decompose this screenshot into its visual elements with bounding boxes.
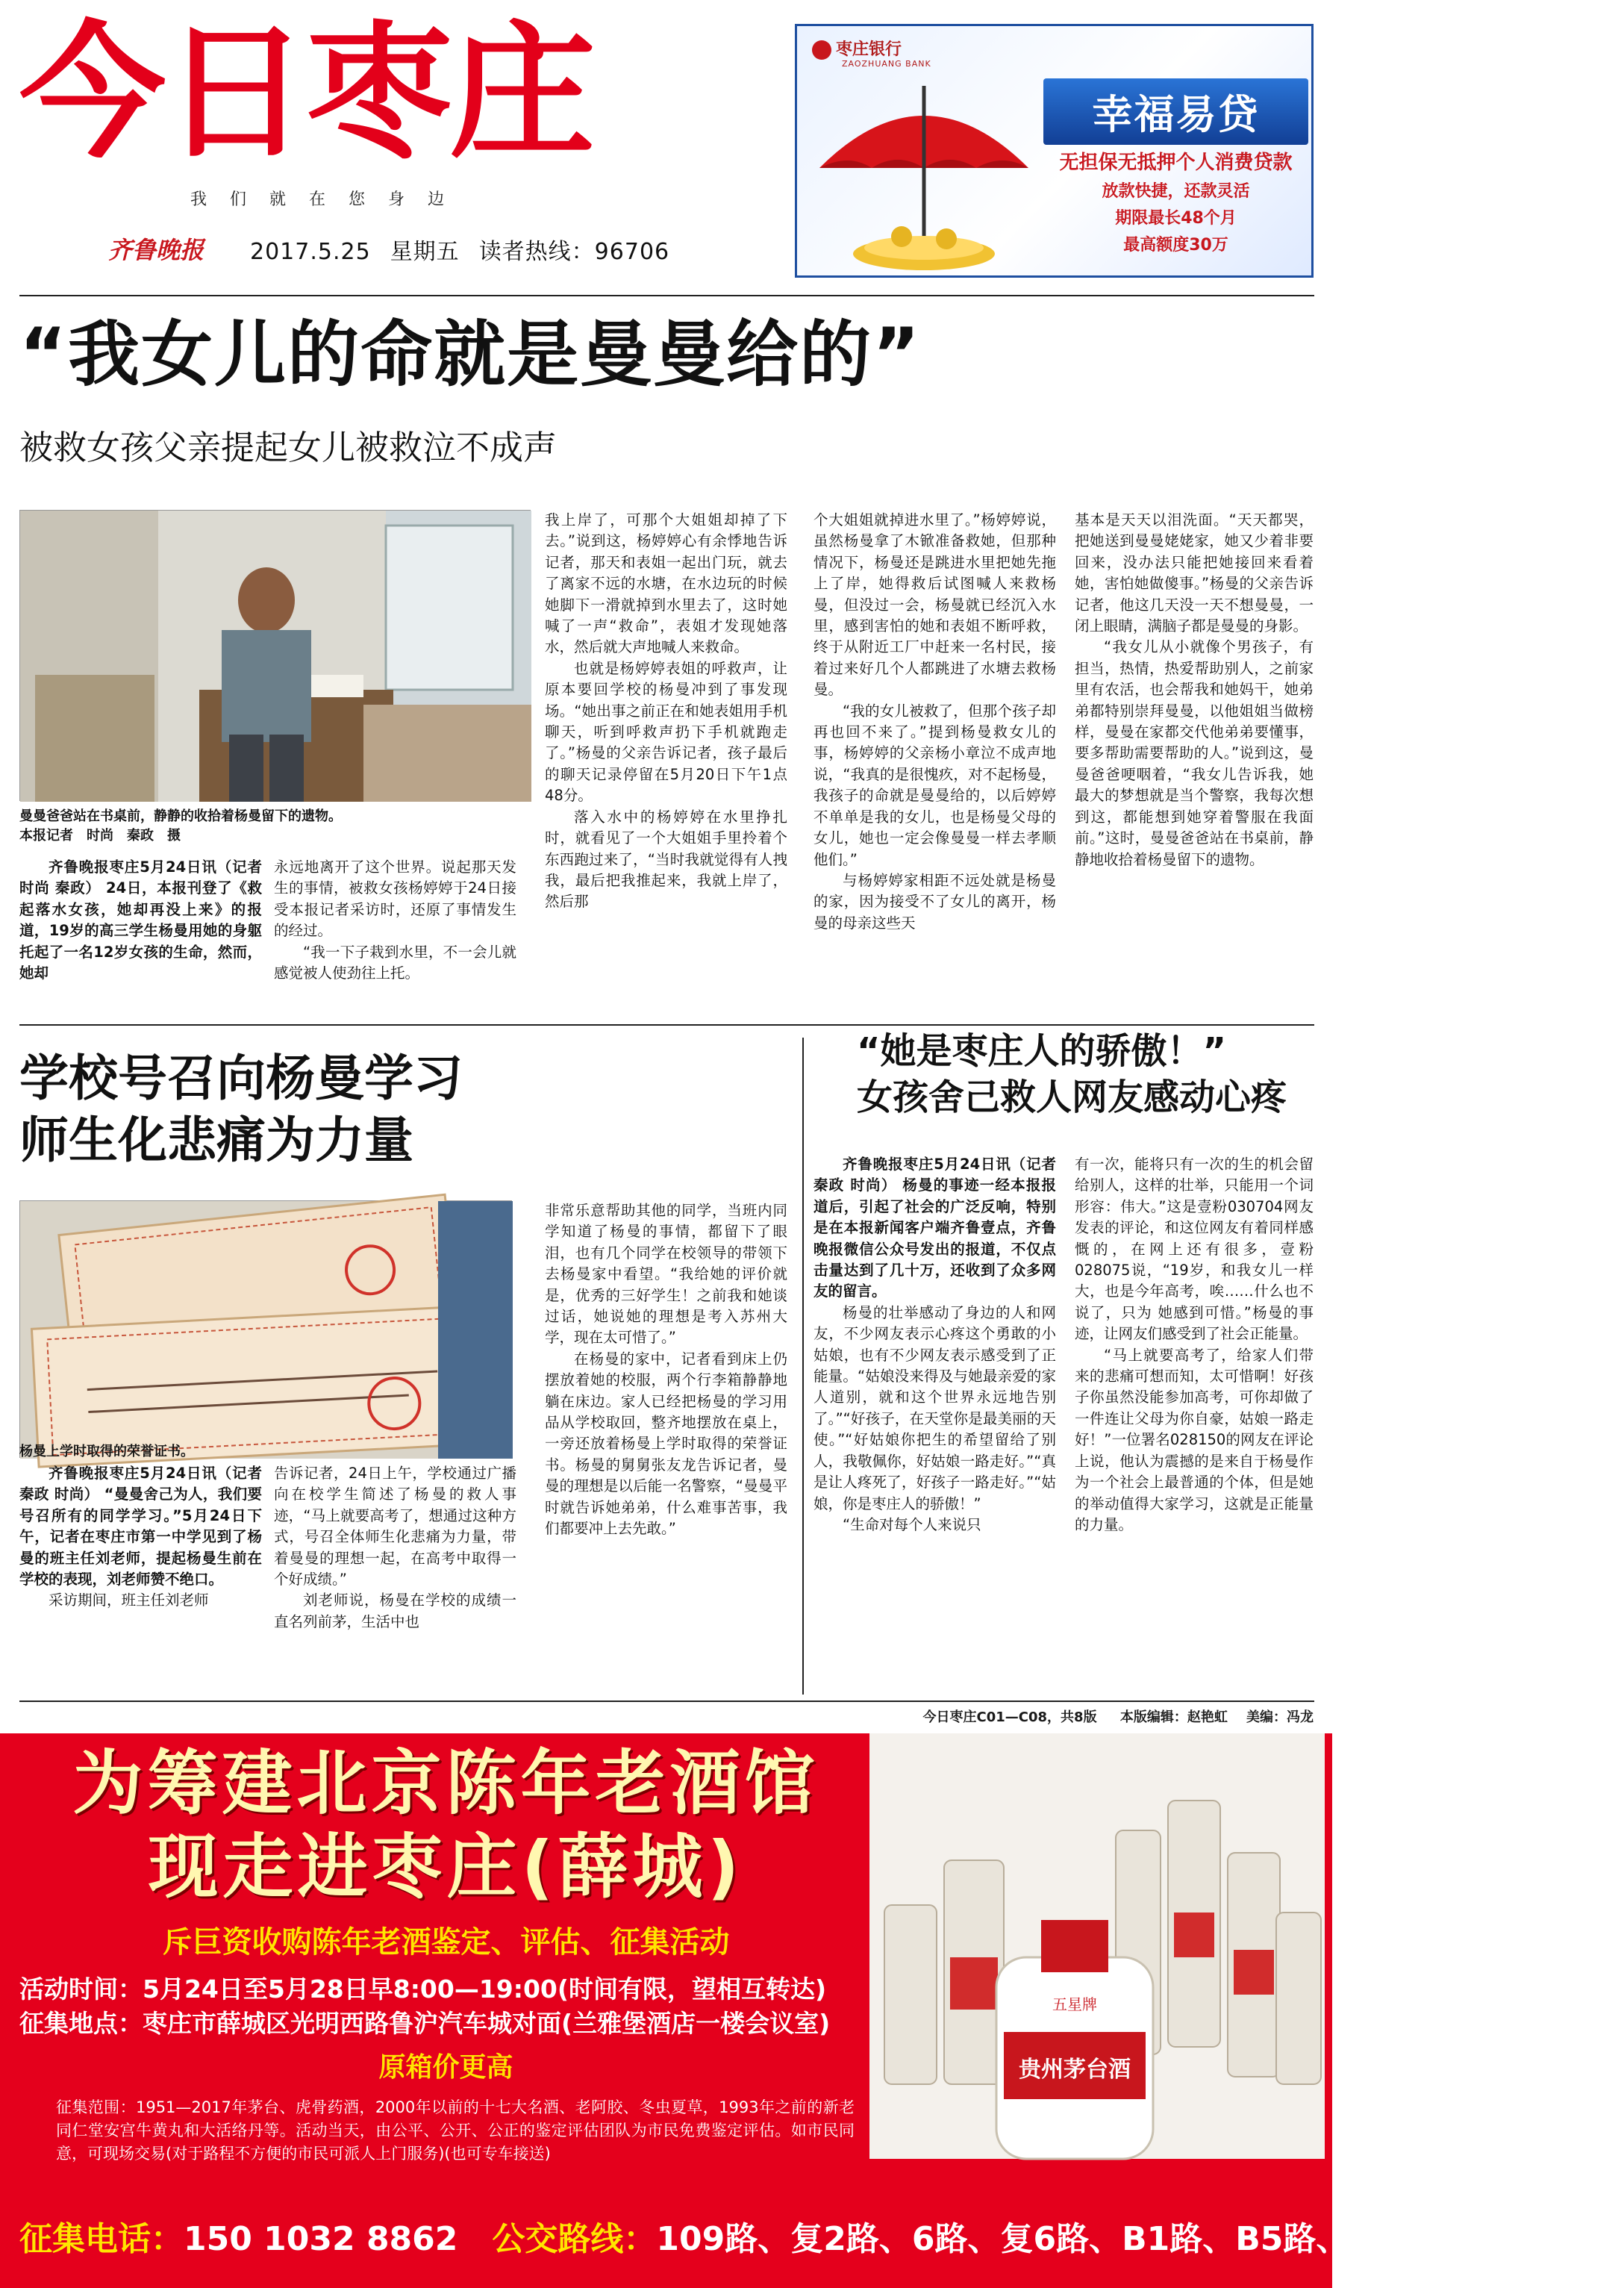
liquor-ad-range: 征集范围：1951—2017年茅台、虎骨药酒，2000年以前的十七大名酒、老阿胶、冬虫夏草，1993年之前的新老同仁堂安宫牛黄丸和大活络丹等。活动当天，由公平、公开、公正的鉴定评估团队为市民免费鉴定评估。如市民同意，可现场交易(对于路程不方便的市民可派人上门服务)(也可专车接送): [56, 2098, 855, 2163]
bank-logo-sub: ZAOZHUANG BANK: [842, 59, 931, 69]
reader-hotline: 读者热线：96706: [478, 239, 670, 265]
column-divider: [802, 1038, 804, 1695]
bank-ad-line1: 无担保无抵押个人消费贷款: [1059, 152, 1293, 174]
bottle-label: 贵州茅台酒: [1019, 2057, 1131, 2083]
page-designer: 美编：冯龙: [1246, 1709, 1314, 1725]
article1-col4: 个大姐姐就掉进水里了。”杨婷婷说，虽然杨曼拿了木锨准备救她，但那种情况下，杨曼还是跳进水里把她先拖上了岸，她得救后试图喊人来救杨曼，但没过一会，杨曼就已经沉入水里，感到害怕的她和表姐不断呼救，终于从附近工厂中赶来一名村民，接着过来好几个人都跳进了水塘去救杨曼。 “我的女儿被救了，但那个孩子却再也回不来了。”提到杨曼救女儿的事，杨婷婷的父亲杨小章泣不成声地说，“我真的是很愧疚，对不起杨曼，我孩子的命就是曼曼给的，以后婷婷不单单是我的女儿，也是杨曼父母的女儿，她也一定会像曼曼一样去孝顺他们。” 与杨婷婷家相距不远处就是杨曼的家，因为接受不了女儿的离开，杨曼的母亲这些天: [813, 511, 1056, 932]
article1-photo-credit: 本报记者 时尚 秦政 摄: [19, 828, 181, 844]
bank-ad-line4: 最高额度30万: [1123, 236, 1228, 255]
footer-divider: [19, 1701, 1314, 1702]
honor-certificate-image: [20, 1201, 513, 1459]
issue-date: 2017.5.25: [250, 239, 371, 265]
issue-weekday: 星期五: [390, 239, 460, 265]
liquor-ad-title1: 为筹建北京陈年老酒馆: [72, 1743, 819, 1824]
article3-col1: 齐鲁晚报枣庄5月24日讯（记者 秦政 时尚） 杨曼的事迹一经本报报道后，引起了社会的广泛反响，特别是在本报新闻客户端齐鲁壹点，齐鲁晚报微信公众号发出的报道，不仅点击量达到了几十万，还收到了众多网友的留言。 杨曼的壮举感动了身边的人和网友，不少网友表示心疼这个勇敢的小姑娘，也有不少网友表示感受到了正能量。“姑娘没来得及与她最亲爱的家人道别，就和这个世界永远地告别了。”“好孩子，在天堂你是最美丽的天使。”“好姑娘你把生的希望留给了别人，我敬佩你，好姑娘一路走好。”“真是让人疼死了，好孩子一路走好。”“姑娘，你是枣庄人的骄傲！” “生命对每个人来说只: [813, 1156, 1056, 1533]
page-editor: 本版编辑：赵艳虹: [1119, 1709, 1228, 1725]
article1-subhead: 被救女孩父亲提起女儿被救泣不成声: [19, 428, 558, 467]
article2-headline-line2: 师生化悲痛为力量: [19, 1112, 413, 1169]
masthead-title: 今日枣庄: [19, 8, 593, 178]
article1-col1: [19, 857, 262, 1006]
bank-ad-title: 幸福易贷: [1043, 78, 1308, 145]
masthead-slogan: 我 们 就 在 您 身 边: [190, 190, 453, 209]
phone-label: 征集电话：: [19, 2220, 184, 2258]
article2-col2: 告诉记者，24日上午，学校通过广播向在校学生简述了杨曼的救人事迹，“马上就要高考了，想通过这种方式，号召全体师生化悲痛为力量，带着曼曼的理想一起，在高考中取得一个好成绩。” 刘老师说，杨曼在学校的成绩一直名列前茅，生活中也: [274, 1465, 516, 1630]
liquor-bottles-image: [869, 1733, 1325, 2159]
bank-logo-icon: [812, 40, 831, 60]
article1-lead: 齐鲁晚报枣庄5月24日讯（记者 时尚 秦政） 24日，本报刊登了《救起落水女孩，她却再没上来》的报道，19岁的高三学生杨曼用她的身躯托起了一名12岁女孩的生命，然而，她却: [19, 858, 262, 982]
bank-logo: 枣庄银行: [812, 37, 902, 60]
man-at-desk-image: [20, 511, 531, 802]
article1-col3: 我上岸了，可那个大姐姐却掉了下去。”说到这，杨婷婷心有余悸地告诉记者，那天和表姐一起出门玩，就去了离家不远的水塘，在水边玩的时候她脚下一滑就掉到水里去了，这时她喊了一声“救命”，表姐才发现她落水，然后就大声地喊人来救命。 也就是杨婷婷表姐的呼救声，让原本要回学校的杨曼冲到了事发现场。“她出事之前正在和她表姐用手机聊天，听到呼救声扔下手机就跑走了。”杨曼的父亲告诉记者，孩子最后的聊天记录停留在5月20日下午1点48分。 落入水中的杨婷婷在水里挣扎时，就看见了一个大姐姐手里拎着个东西跑过来了，“当时我就觉得有人拽我，最后把我推起来，我就上岸了，然后那: [545, 511, 787, 911]
article2-col3: 非常乐意帮助其他的同学，当班内同学知道了杨曼的事情，都留下了眼泪，也有几个同学在校领导的带领下去杨曼家中看望。“我给她的评价就是，优秀的三好学生！之前我和她谈过话，她说她的理想是考入苏州大学，现在太可惜了。” 在杨曼的家中，记者看到床上仍摆放着她的校服，两个行李箱静静地躺在床边。家人已经把杨曼的学习用品从学校取回，整齐地摆放在桌上，一旁还放着杨曼上学时取得的荣誉证书。杨曼的舅舅张友龙告诉记者，曼曼的理想是以后能一名警察，“曼曼平时就告诉她弟弟，什么难事苦事，我们都要冲上去先敢。”: [545, 1202, 787, 1538]
bottle-brand: 五星牌: [1052, 1995, 1097, 2013]
bus-routes: 109路、复2路、6路、复6路、B1路、B5路、T2路鲁沪汽车城下: [656, 2220, 1624, 2258]
masthead: [19, 8, 758, 194]
masthead-brand: 齐鲁晚报: [108, 236, 204, 264]
liquor-bottles-photo: [869, 1733, 1325, 2159]
umbrella-icon: [805, 71, 1043, 280]
article1-photo: [19, 510, 531, 801]
article2-photo: [19, 1200, 512, 1458]
article1-col5: 基本是天天以泪洗面。“天天都哭，把她送到曼曼姥姥家，她又少着非要回来，没办法只能把她接回来看着她，害怕她做傻事。”杨曼的父亲告诉记者，他这几天没一天不想曼曼，一闭上眼睛，满脑子都是曼曼的身影。 “我女儿从小就像个男孩子，有担当，热情，热爱帮助别人，之前家里有农活，也会帮我和她妈干，她弟弟都特别崇拜曼曼，以他姐姐当做榜样，曼曼在家都交代他弟弟要懂事，要多帮助需要帮助的人。”说到这，曼曼爸爸哽咽着，“我女儿告诉我，她最大的梦想就是当个警察，我每次想到这，都能想到她穿着警服在我面前。”这时，曼曼爸爸站在书桌前，静静地收拾着杨曼留下的遗物。: [1075, 511, 1314, 868]
bank-ad[interactable]: [795, 24, 1314, 278]
liquor-ad-subtitle: 斥巨资收购陈年老酒鉴定、评估、征集活动: [162, 1925, 730, 1960]
article1-col2: 永远地离开了这个世界。说起那天发生的事情，被救女孩杨婷婷于24日接受本报记者采访时，还原了事情发生的经过。 “我一下子栽到水里，不一会儿就感觉被人使劲往上托。: [274, 858, 516, 982]
bus-label: 公交路线：: [492, 2220, 657, 2258]
page-footer: [791, 1706, 1314, 1726]
article2-caption: 杨曼上学时取得的荣誉证书。: [19, 1444, 194, 1459]
article2-col1: 齐鲁晚报枣庄5月24日讯（记者 秦政 时尚） “曼曼舍己为人，我们要号召所有的同学学习。”5月24日下午，记者在枣庄市第一中学见到了杨曼的班主任刘老师，提起杨曼生前在学校的表现，刘老师赞不绝口。 采访期间，班主任刘老师: [19, 1465, 262, 1609]
liquor-ad-contact: [19, 2217, 1624, 2262]
liquor-ad-price: 原箱价更高: [378, 2052, 513, 2083]
article1-caption: 曼曼爸爸站在书桌前，静静的收拾着杨曼留下的遗物。: [19, 808, 342, 824]
article2-headline-line1: 学校号召向杨曼学习: [19, 1050, 463, 1107]
liquor-ad-title2: 现走进枣庄(薛城): [148, 1827, 744, 1908]
liquor-ad-place: 征集地点：枣庄市薛城区光明西路鲁沪汽车城对面(兰雅堡酒店一楼会议室): [19, 2009, 831, 2038]
bank-ad-line3: 期限最长48个月: [1115, 209, 1237, 228]
bank-ad-line2: 放款快捷，还款灵活: [1102, 182, 1250, 201]
masthead-divider: [19, 295, 1314, 296]
article1-divider: [19, 1024, 1314, 1026]
article3-col2: 有一次，能将只有一次的生的机会留给别人，这样的壮举，只能用一个词形容：伟大。”这是壹粉030704网友发表的评论，和这位网友有着同样感慨的，在网上还有很多，壹粉028075说，“19岁，和我女儿一样大，也是今年高考，唉……什么也不说了，只为 她感到可惜。”杨曼的事迹，让网友们感受到了社会正能量。 “马上就要高考了，给家人们带来的悲痛可想而知，太可惜啊！好孩子你虽然没能参加高考，可你却做了一件连让父母为你自豪，姑娘一路走好！”一位署名028150的网友在评论上说，他认为震撼的是来自于杨曼作为一个社会上最普通的个体，但是她的举动值得大家学习，这就是正能量的力量。: [1075, 1156, 1314, 1533]
edition-pages: 今日枣庄C01—C08，共8版: [922, 1709, 1097, 1725]
article3-headline-line2: 女孩舍己救人网友感动心疼: [857, 1076, 1287, 1118]
article3-headline-line1: “她是枣庄人的骄傲！”: [857, 1030, 1227, 1072]
masthead-info: [250, 233, 689, 266]
article1-headline: “我女儿的命就是曼曼给的”: [19, 313, 922, 396]
liquor-ad-time: 活动时间：5月24日至5月28日早8:00—19:00(时间有限，望相互转达): [19, 1974, 827, 2004]
phone-number[interactable]: 150 1032 8862: [184, 2220, 458, 2258]
